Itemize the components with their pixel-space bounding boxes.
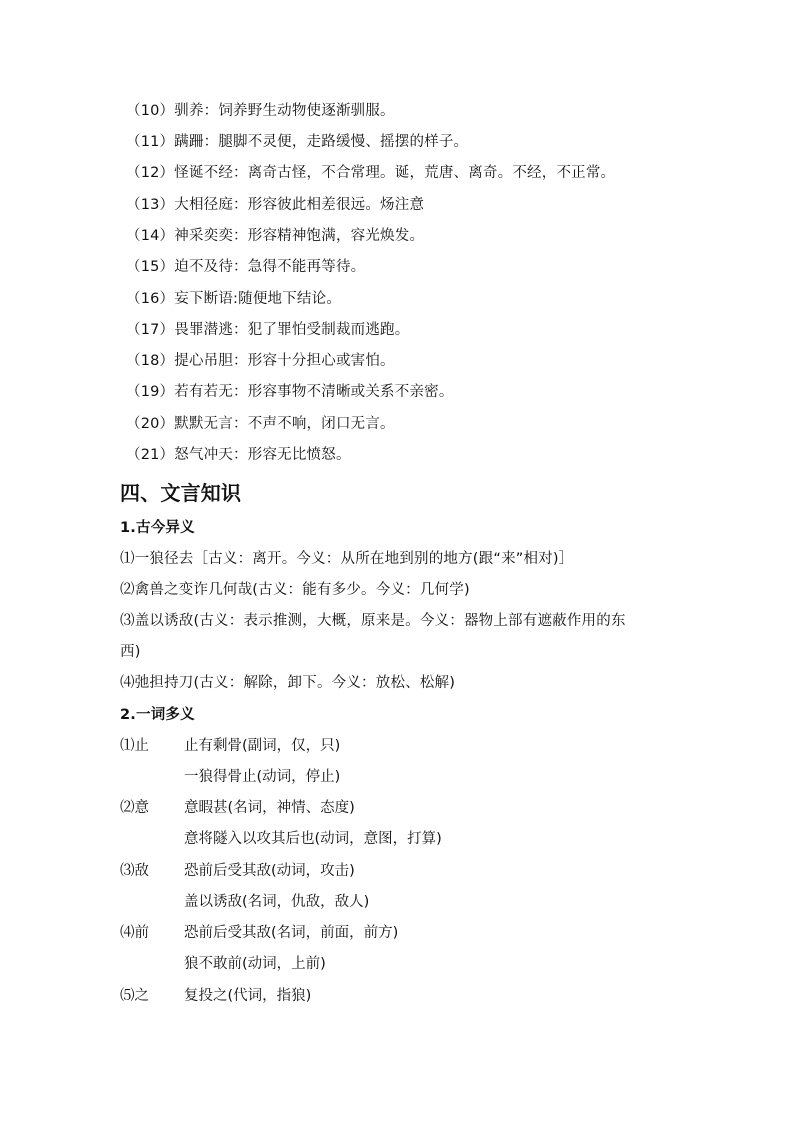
polysemy-word: ⑷前 — [120, 925, 149, 941]
vocab-item: （20）默默无言：不声不响，闭口无言。 — [126, 416, 395, 432]
vocab-item: （21）怒气冲天：形容无比愤怒。 — [126, 447, 351, 463]
polysemy-word: ⑵意 — [120, 800, 149, 816]
vocab-item: （19）若有若无：形容事物不清晰或关系不亲密。 — [126, 384, 454, 400]
polysemy-sense: 意暇甚(名词，神情、态度) — [184, 800, 355, 816]
vocab-item: （11）蹒跚：腿脚不灵便，走路缓慢、摇摆的样子。 — [126, 134, 469, 150]
polysemy-sense: 一狼得骨止(动词，停止) — [184, 769, 341, 785]
vocab-item: （14）神采奕奕：形容精神饱满，容光焕发。 — [126, 228, 425, 244]
vocab-item: （13）大相径庭：形容彼此相差很远。炀注意 — [126, 197, 425, 213]
subsection-heading: 1.古今异义 — [120, 520, 195, 536]
polysemy-sense: 复投之(代词，指狼) — [184, 988, 312, 1004]
vocab-item: （16）妄下断语:随便地下结论。 — [126, 291, 342, 307]
section-title: 四、文言知识 — [120, 481, 242, 505]
polysemy-sense: 意将隧入以攻其后也(动词，意图，打算) — [184, 831, 442, 847]
gujin-item: ⑴一狼径去［古义：离开。今义：从所在地到别的地方(跟“来”相对)］ — [120, 551, 574, 567]
polysemy-word: ⑴止 — [120, 738, 149, 754]
gujin-item: ⑷弛担持刀(古义：解除，卸下。今义：放松、松解) — [120, 675, 456, 691]
vocab-item: （18）提心吊胆：形容十分担心或害怕。 — [126, 353, 395, 369]
vocab-item: （12）怪诞不经：离奇古怪，不合常理。诞，荒唐、离奇。不经，不正常。 — [126, 165, 616, 181]
polysemy-sense: 恐前后受其敌(名词，前面，前方) — [184, 925, 399, 941]
polysemy-sense: 盖以诱敌(名词，仇敌，敌人) — [184, 894, 370, 910]
gujin-item: ⑶盖以诱敌(古义：表示推测，大概，原来是。今义：器物上部有遮蔽作用的东 — [120, 613, 626, 629]
gujin-item: ⑵禽兽之变诈几何哉(古义：能有多少。今义：几何学) — [120, 582, 470, 598]
vocab-item: （17）畏罪潜逃：犯了罪怕受制裁而逃跑。 — [126, 322, 410, 338]
polysemy-sense: 恐前后受其敌(动词，攻击) — [184, 863, 355, 879]
polysemy-word: ⑶敌 — [120, 863, 149, 879]
polysemy-sense: 狼不敢前(动词，上前) — [184, 956, 326, 972]
vocab-item: （10）驯养：饲养野生动物使逐渐驯服。 — [126, 103, 395, 119]
polysemy-word: ⑸之 — [120, 988, 149, 1004]
polysemy-sense: 止有剩骨(副词，仅，只) — [184, 738, 341, 754]
subsection-heading: 2.一词多义 — [120, 707, 195, 723]
gujin-item-continued: 西) — [120, 644, 141, 660]
vocab-item: （15）迫不及待：急得不能再等待。 — [126, 259, 366, 275]
